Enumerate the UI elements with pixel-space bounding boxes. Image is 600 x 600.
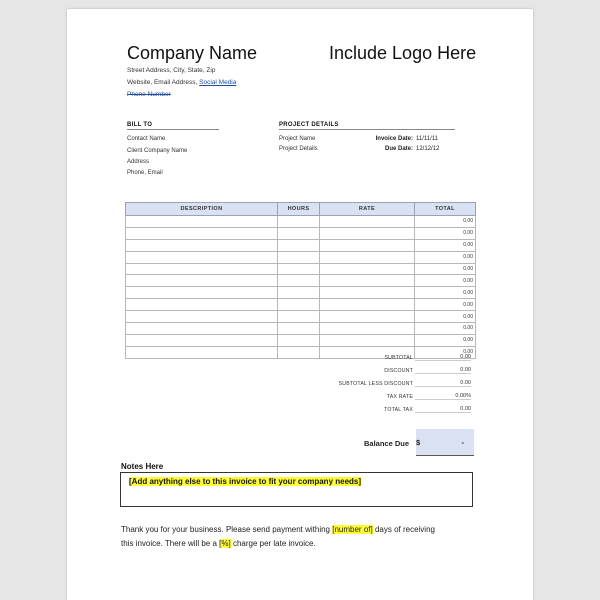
description-cell[interactable]: [126, 275, 278, 287]
total-cell: 0.00: [415, 239, 476, 251]
bill-to-address: Address: [127, 159, 150, 165]
hours-cell[interactable]: [278, 311, 320, 323]
rate-cell[interactable]: [320, 251, 415, 263]
bill-to-phone-email: Phone, Email: [127, 170, 163, 176]
total-cell: 0.00: [415, 311, 476, 323]
description-cell[interactable]: [126, 287, 278, 299]
total-cell: 0.00: [415, 323, 476, 335]
subtotal-less-discount-value: 0.00: [415, 380, 471, 387]
hours-cell[interactable]: [278, 299, 320, 311]
discount-label: DISCOUNT: [384, 368, 413, 374]
rate-header: RATE: [320, 203, 415, 216]
late-fee-placeholder: [%]: [219, 539, 231, 548]
total-cell: 0.00: [415, 299, 476, 311]
rate-cell[interactable]: [320, 275, 415, 287]
total-cell: 0.00: [415, 346, 476, 358]
description-cell[interactable]: [126, 299, 278, 311]
total-cell: 0.00: [415, 275, 476, 287]
total-header: TOTAL: [415, 203, 476, 216]
hours-cell[interactable]: [278, 239, 320, 251]
balance-due-value: -: [461, 438, 464, 447]
description-cell[interactable]: [126, 216, 278, 228]
project-name: Project Name: [279, 136, 316, 142]
table-row: [126, 275, 476, 287]
total-cell: 0.00: [415, 334, 476, 346]
description-cell[interactable]: [126, 263, 278, 275]
hours-cell[interactable]: [278, 287, 320, 299]
footer-message: [121, 523, 441, 551]
table-row: [126, 239, 476, 251]
total-cell: 0.00: [415, 216, 476, 228]
company-contact-line: [127, 79, 236, 86]
rate-cell[interactable]: [320, 239, 415, 251]
total-tax-label: TOTAL TAX: [384, 407, 413, 413]
hours-cell[interactable]: [278, 263, 320, 275]
project-details-heading: PROJECT DETAILS: [279, 122, 455, 130]
notes-text: [Add anything else to this invoice to fit your company needs]: [129, 477, 362, 486]
balance-due-box: [416, 429, 474, 456]
rate-cell[interactable]: [320, 299, 415, 311]
company-phone: Phone Number: [127, 91, 171, 98]
hours-cell[interactable]: [278, 275, 320, 287]
invoice-date-label: Invoice Date:: [375, 136, 413, 142]
payment-days-placeholder: [number of]: [332, 525, 373, 534]
rate-cell[interactable]: [320, 263, 415, 275]
subtotal-less-discount-label: SUBTOTAL LESS DISCOUNT: [338, 381, 413, 387]
total-cell: 0.00: [415, 287, 476, 299]
notes-box[interactable]: [120, 472, 473, 507]
table-row: [126, 287, 476, 299]
social-media-link[interactable]: Social Media: [199, 79, 237, 86]
subtotal-label: SUBTOTAL: [384, 355, 413, 361]
hours-cell[interactable]: [278, 334, 320, 346]
company-name: Company Name: [127, 43, 258, 63]
invoice-page: [67, 9, 533, 600]
table-row: [126, 299, 476, 311]
company-contact-prefix: Website, Email Address,: [127, 79, 198, 86]
balance-currency: $: [416, 438, 421, 447]
description-header: DESCRIPTION: [126, 203, 278, 216]
footer-text-2: days of receiving this invoice. There will be a: [121, 525, 435, 548]
description-cell[interactable]: [126, 227, 278, 239]
table-row: [126, 311, 476, 323]
hours-cell[interactable]: [278, 216, 320, 228]
rate-cell[interactable]: [320, 334, 415, 346]
hours-cell[interactable]: [278, 251, 320, 263]
total-tax-value: 0.00: [415, 406, 471, 413]
hours-cell[interactable]: [278, 227, 320, 239]
total-cell: 0.00: [415, 263, 476, 275]
subtotal-value: 0.00: [415, 354, 471, 361]
table-row: [126, 251, 476, 263]
bill-to-contact: Contact Name: [127, 136, 166, 142]
table-row: [126, 216, 476, 228]
tax-rate-value: 0.00%: [415, 393, 471, 400]
rate-cell[interactable]: [320, 311, 415, 323]
footer-text-1: Thank you for your business. Please send payment withing: [121, 525, 331, 534]
rate-cell[interactable]: [320, 227, 415, 239]
bill-to-company: Client Company Name: [127, 148, 188, 154]
description-cell[interactable]: [126, 346, 278, 358]
company-address: Street Address, City, State, Zip: [127, 67, 216, 74]
table-header-row: [126, 203, 476, 216]
invoice-date-value: 11/11/11: [416, 136, 439, 142]
footer-text-3: charge per late invoice.: [232, 539, 316, 548]
table-row: [126, 263, 476, 275]
project-details: Project Details: [279, 146, 318, 152]
description-cell[interactable]: [126, 251, 278, 263]
table-row: [126, 323, 476, 335]
total-cell: 0.00: [415, 227, 476, 239]
total-cell: 0.00: [415, 251, 476, 263]
table-row: [126, 334, 476, 346]
due-date-value: 12/12/12: [416, 146, 440, 152]
balance-due-label: Balance Due: [364, 439, 410, 448]
description-cell[interactable]: [126, 311, 278, 323]
description-cell[interactable]: [126, 334, 278, 346]
bill-to-heading: BILL TO: [127, 122, 219, 130]
description-cell[interactable]: [126, 323, 278, 335]
tax-rate-label: TAX RATE: [386, 394, 413, 400]
rate-cell[interactable]: [320, 287, 415, 299]
table-row: [126, 227, 476, 239]
rate-cell[interactable]: [320, 216, 415, 228]
due-date-label: Due Date:: [384, 146, 413, 152]
hours-header: HOURS: [278, 203, 320, 216]
discount-value: 0.00: [415, 367, 471, 374]
notes-heading: Notes Here: [121, 462, 164, 471]
logo-placeholder: Include Logo Here: [329, 43, 477, 63]
rate-cell[interactable]: [320, 323, 415, 335]
hours-cell[interactable]: [278, 323, 320, 335]
description-cell[interactable]: [126, 239, 278, 251]
line-items-body: [126, 216, 476, 359]
line-items-table: [125, 202, 476, 359]
